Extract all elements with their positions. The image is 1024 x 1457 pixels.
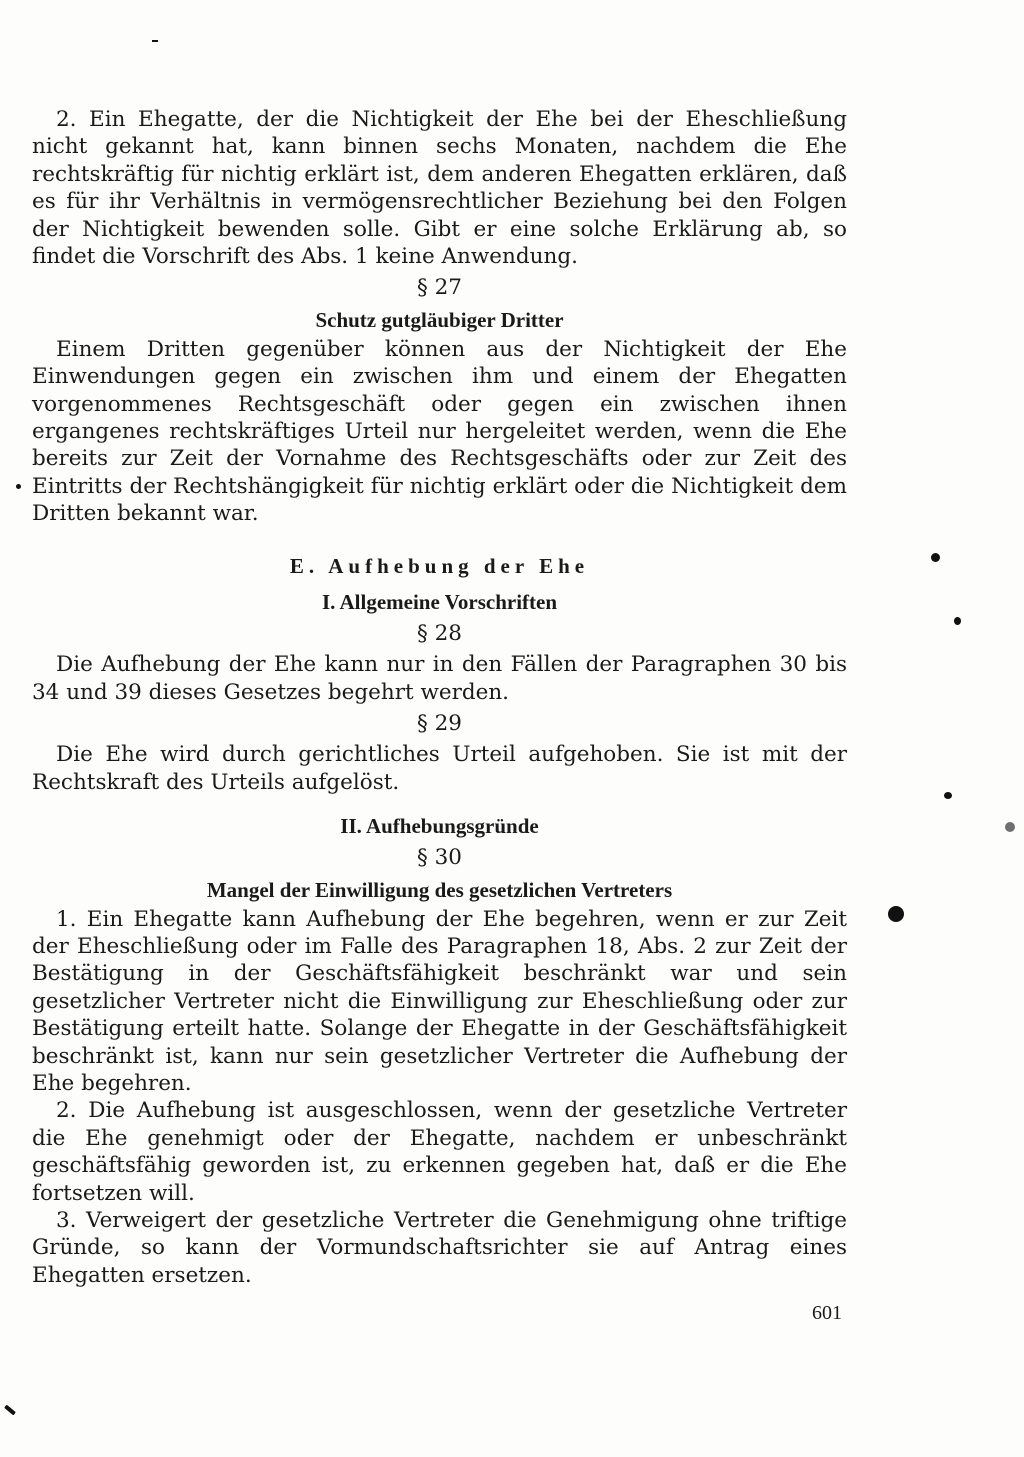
paragraph-2-continued: 2. Ein Ehegatte, der die Nichtigkeit der Ehe bei der Eheschließung nicht gekannt hat, kann binnen sechs Monaten, nachdem die Ehe rechtskräftig für nichtig erklärt ist, dem anderen Ehegatten erklären, daß es für ihr Verhältnis in vermögensrechtlicher Beziehung bei den Folgen der Nichtigkeit bewenden solle. Gibt er eine solche Erklärung ab, so findet die Vorschrift des Abs. 1 keine Anwendung. bbox=[32, 107, 847, 270]
scan-speck bbox=[944, 792, 952, 799]
section-27-text: Einem Dritten gegenüber können aus der Nichtigkeit der Ehe Einwendungen gegen ein zwischen ihm und einem der Ehegatten vorgenommenes Rechtsgeschäft oder gegen ein zwischen ihnen ergangenes rechtskräftiges Urteil nur hergeleitet werden, wenn die Ehe bereits zur Zeit der Vornahme des Rechtsgeschäfts oder zur Zeit des Eintritts der Rechtshängigkeit für nichtig erklärt oder die Nichtigkeit dem Dritten bekannt war. bbox=[32, 336, 847, 527]
section-28-number: § 28 bbox=[417, 620, 462, 646]
section-30-paragraph-1: 1. Ein Ehegatte kann Aufhebung der Ehe begehren, wenn er zur Zeit der Eheschließung oder im Falle des Paragraphen 18, Abs. 2 zur Zeit der Bestätigung in der Geschäftsfähigkeit beschränkt war und sein gesetzlicher Vertreter nicht die Einwilligung zur Eheschließung oder zur Bestätigung erteilt hatte. Solange der Ehegatte in der Geschäftsfähigkeit beschränkt ist, kann nur sein gesetzlicher Vertreter die Aufhebung der Ehe begehren. bbox=[32, 906, 847, 1096]
section-27-number: § 27 bbox=[417, 275, 462, 301]
section-27-title: Schutz gutgläubiger Dritter bbox=[315, 307, 564, 332]
scan-speck bbox=[931, 553, 940, 562]
scan-speck bbox=[152, 40, 158, 42]
section-29-number: § 29 bbox=[417, 710, 462, 736]
section-30-paragraph-3: 3. Verweigert der gesetzliche Vertreter die Genehmigung ohne triftige Gründe, so kann der Vormundschaftsrichter sie auf Antrag eines Ehegatten ersetzen. bbox=[32, 1208, 847, 1288]
section-30-number: § 30 bbox=[417, 845, 462, 871]
section-29-text: Die Ehe wird durch gerichtliches Urteil aufgehoben. Sie ist mit der Rechtskraft des Urteils aufgelöst. bbox=[32, 742, 847, 795]
scan-speck bbox=[888, 906, 904, 922]
scan-speck bbox=[16, 484, 21, 489]
chapter-e-heading: E. Aufhebung der Ehe bbox=[289, 553, 590, 578]
page-number: 601 bbox=[812, 1302, 842, 1324]
section-30-paragraph-2: 2. Die Aufhebung ist ausgeschlossen, wenn der gesetzliche Vertreter die Ehe genehmigt oder der Ehegatte, nachdem er unbeschränkt geschäftsfähig geworden ist, zu erkennen gegeben hat, daß er die Ehe fortsetzen will. bbox=[32, 1098, 847, 1206]
section-28-text: Die Aufhebung der Ehe kann nur in den Fällen der Paragraphen 30 bis 34 und 39 dieses Gesetzes begehrt werden. bbox=[32, 652, 847, 705]
document-body bbox=[32, 106, 847, 1289]
part-i-heading: I. Allgemeine Vorschriften bbox=[321, 589, 558, 614]
scan-speck bbox=[1005, 822, 1015, 832]
section-30-title: Mangel der Einwilligung des gesetzlichen Vertreters bbox=[206, 877, 673, 902]
scan-speck bbox=[954, 617, 961, 625]
part-ii-heading: II. Aufhebungsgründe bbox=[340, 814, 539, 839]
scan-speck bbox=[4, 1405, 16, 1416]
